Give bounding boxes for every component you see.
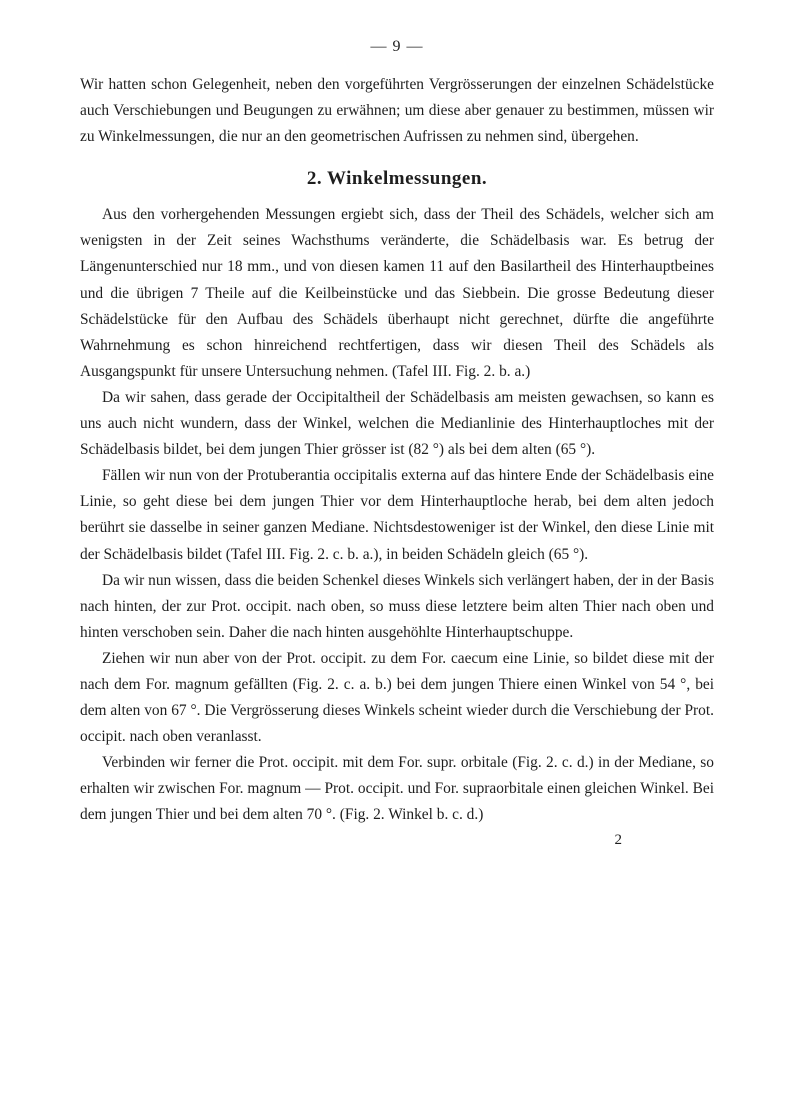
paragraph-occipital-angle: Da wir sahen, dass gerade der Occipitaltheil der Schädelbasis am meisten gewachsen, so kann es uns auch nicht wundern, dass der Winkel, welchen die Medianlinie des Hinterhauptloches mit der Schädelbasis bildet, bei dem jungen Thier grösser ist (82 °) als bei dem alten (65 °). (80, 388, 714, 459)
paragraph-skull-base: Aus den vorhergehenden Messungen ergiebt sich, dass der Theil des Schädels, welcher sich am wenigsten in der Zeit seines Wachsthums veränderte, die Schädelbasis war. Es betrug der Längenunterschied nur 18 mm., und von diesen kamen 11 auf den Basilartheil des Hinterhauptbeines und die übrigen 7 Theile auf die Keilbeinstücke und das Siebbein. Die grosse Bedeutung dieser Schädelstücke für den Aufbau des Schädels überhaupt nicht gerechnet, dürfte die angeführte Wahrnehmung es schon hinreichend rechtfertigen, dass wir diesen Theil des Schädels als Ausgangspunkt für unsere Untersuchung nehmen. (Tafel III. Fig. 2. b. a.) (80, 206, 714, 380)
document-page (80, 38, 714, 851)
paragraph-supraorbitale: Verbinden wir ferner die Prot. occipit. mit dem For. supr. orbitale (Fig. 2. c. d.) in der Mediane, so erhalten wir zwischen For. magnum — Prot. occipit. und For. supraorbitale einen gleichen Winkel. Bei dem jungen Thier und bei dem alten 70 °. (Fig. 2. Winkel b. c. d.) (80, 754, 714, 824)
paragraph-for-caecum: Ziehen wir nun aber von der Prot. occipit. zu dem For. caecum eine Linie, so bildet diese mit der nach dem For. magnum gefällten (Fig. 2. c. a. b.) bei dem jungen Thiere einen Winkel von 54 °, bei dem alten von 67 °. Die Vergrösserung dieses Winkels scheint wieder durch die Verschiebung der Prot. occipit. nach oben veranlasst. (80, 649, 714, 746)
paragraph-protuberantia: Fällen wir nun von der Protuberantia occipitalis externa auf das hintere Ende der Schädelbasis eine Linie, so geht diese bei dem jungen Thier vor dem Hinterhauptloche herab, bei dem alten jedoch berührt sie dasselbe in seiner ganzen Mediane. Nichtsdestoweniger ist der Winkel, den diese Linie mit der Schädelbasis bildet (Tafel III. Fig. 2. c. b. a.), in beiden Schädeln gleich (65 °). (80, 467, 714, 563)
sheet-signature: 2 (614, 831, 622, 848)
paragraph-schenkel: Da wir nun wissen, dass die beiden Schenkel dieses Winkels sich verlängert haben, der in der Basis nach hinten, der zur Prot. occipit. nach oben, so muss diese letztere beim alten Thier nach oben und hinten verschoben sein. Daher die nach hinten ausgehöhlte Hinterhauptschuppe. (80, 571, 715, 641)
section-heading: 2. Winkelmessungen. (306, 168, 488, 190)
paragraph-intro: Wir hatten schon Gelegenheit, neben den vorgeführten Vergrösserungen der einzelnen Schädelstücke auch Verschiebungen und Beugungen zu erwähnen; um diese aber genauer zu bestimmen, müssen wir zu Winkelmessungen, die nur an den geometrischen Aufrissen zu nehmen sind, übergehen. (80, 76, 714, 146)
page-number: — 9 — (370, 38, 424, 55)
